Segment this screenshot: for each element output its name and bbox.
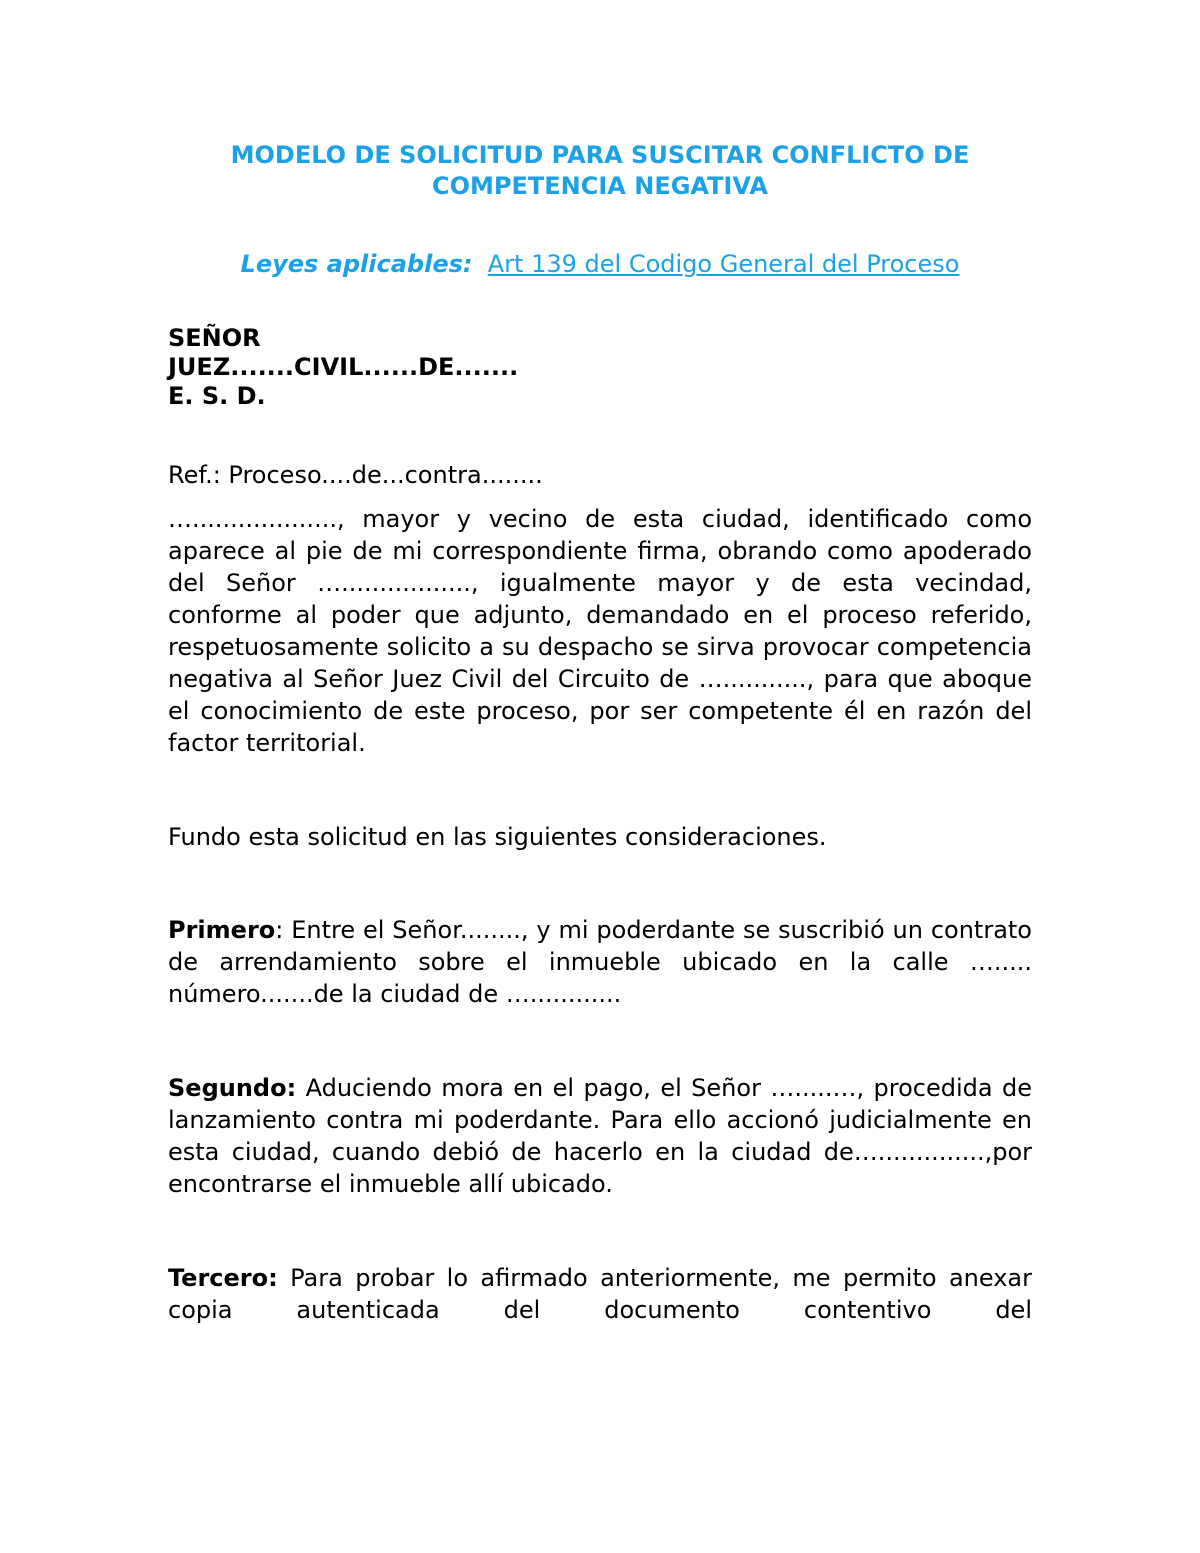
section-segundo-lead: Segundo:	[168, 1074, 297, 1102]
intro-paragraph: …..................., mayor y vecino de esta ciudad, identificado como aparece al pie de mi correspondiente firma, obrando como apoderado del Señor …................., igualmente mayor y de esta vecindad, conforme al poder que adjunto, demandado en el proceso referido, respetuosamente solicito a su despacho se sirva provocar competencia negativa al Señor Juez Civil del Circuito de …..........., para que aboque el conocimiento de este proceso, por ser competente él en razón del factor territorial.	[168, 505, 1032, 757]
section-segundo-text: Aduciendo mora en el pago, el Señor ….....…, procedida de lanzamiento contra mi poderdante. Para ello accionó judicialmente en esta ciudad, cuando debió de hacerlo en la ciudad de…..............,por encontrarse el inmueble allí ubicado.	[168, 1074, 1032, 1198]
addressee-block	[168, 324, 1032, 411]
applicable-laws-label: Leyes aplicables:	[240, 250, 473, 278]
section-tercero-text: Para probar lo afirmado anteriormente, me permito anexar copia autenticada del documento contentivo del	[168, 1264, 1032, 1324]
document-page	[168, 140, 1032, 1326]
addressee-line-2: JUEZ.......CIVIL......DE.......	[168, 353, 519, 381]
section-primero-lead: Primero	[168, 916, 276, 944]
section-segundo	[168, 1072, 1032, 1200]
grounds-paragraph: Fundo esta solicitud en las siguientes consideraciones.	[168, 823, 827, 851]
section-tercero	[168, 1262, 1032, 1326]
reference-line: Ref.: Proceso....de...contra........	[168, 461, 543, 489]
addressee-line-3: E. S. D.	[168, 382, 266, 410]
applicable-laws-link[interactable]: Art 139 del Codigo General del Proceso	[487, 250, 960, 278]
section-tercero-lead: Tercero:	[168, 1264, 278, 1292]
addressee-line-1: SEÑOR	[168, 324, 261, 352]
document-title: MODELO DE SOLICITUD PARA SUSCITAR CONFLICTO DE COMPETENCIA NEGATIVA	[230, 141, 970, 200]
section-primero-text: : Entre el Señor........, y mi poderdante se suscribió un contrato de arrendamiento sobre el inmueble ubicado en la calle …..... número.......de la ciudad de …............	[168, 916, 1032, 1008]
applicable-laws	[168, 248, 1032, 280]
section-primero	[168, 914, 1032, 1010]
